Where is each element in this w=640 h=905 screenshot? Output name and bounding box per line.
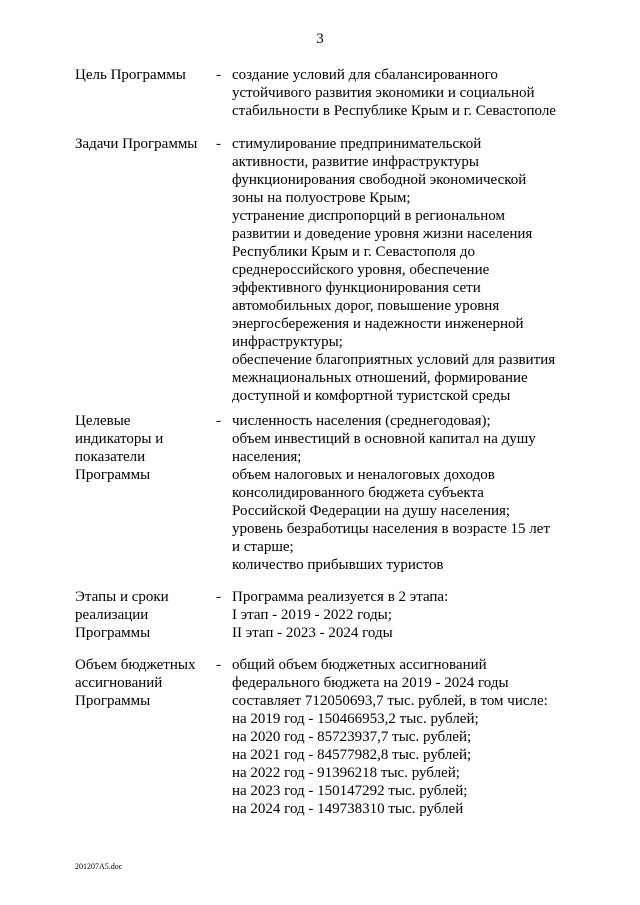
content-line: объем налоговых и неналоговых доходов <box>232 467 495 483</box>
content-line: автомобильных дорог, повышение уровня <box>232 298 500 314</box>
section-label <box>75 656 205 710</box>
label-line: Целевые <box>75 413 131 429</box>
content-line: на 2023 год - 150147292 тыс. рублей; <box>232 783 468 799</box>
page-number: 3 <box>316 31 324 47</box>
content-line: развитии и доведение уровня жизни населения <box>232 226 533 242</box>
section-content <box>232 66 572 120</box>
content-line: Республики Крым и г. Севастополя до <box>232 244 476 260</box>
section-label <box>75 412 205 484</box>
content-line: и старше; <box>232 539 294 555</box>
content-line: зоны на полуострове Крым; <box>232 190 411 206</box>
content-line: создание условий для сбалансированного <box>232 67 498 83</box>
content-line: функционирования свободной экономической <box>232 172 527 188</box>
section-content <box>232 135 572 405</box>
content-line: среднероссийского уровня, обеспечение <box>232 262 490 278</box>
content-line: общий объем бюджетных ассигнований <box>232 657 487 673</box>
content-line: на 2024 год - 149738310 тыс. рублей <box>232 801 464 817</box>
content-line: стимулирование предпринимательской <box>232 136 482 152</box>
content-line: обеспечение благоприятных условий для развития <box>232 352 556 368</box>
content-line: Российской Федерации на душу населения; <box>232 503 511 519</box>
content-line: консолидированного бюджета субъекта <box>232 485 484 501</box>
content-line: активности, развитие инфраструктуры <box>232 154 479 170</box>
content-line: стабильности в Республике Крым и г. Севастополе <box>232 103 556 119</box>
content-line: численность населения (среднегодовая); <box>232 413 491 429</box>
content-line: на 2021 год - 84577982,8 тыс. рублей; <box>232 747 472 763</box>
content-line: уровень безработицы населения в возрасте 15 лет <box>232 521 550 537</box>
content-line: устойчивого развития экономики и социальной <box>232 85 535 101</box>
content-line: I этап - 2019 - 2022 годы; <box>232 607 392 623</box>
section-content <box>232 656 572 818</box>
label-line: Программы <box>75 625 151 641</box>
content-line: количество прибывших туристов <box>232 557 444 573</box>
label-line: Программы <box>75 467 151 483</box>
document-footer: 201207A5.doc <box>75 862 123 871</box>
label-line: Задачи Программы <box>75 136 198 152</box>
label-line: Программы <box>75 693 151 709</box>
content-line: объем инвестиций в основной капитал на душу <box>232 431 536 447</box>
content-line: межнациональных отношений, формирование <box>232 370 528 386</box>
section-dash: - <box>216 413 221 429</box>
content-line: федерального бюджета на 2019 - 2024 годы <box>232 675 509 691</box>
label-line: показатели <box>75 449 146 465</box>
content-line: на 2019 год - 150466953,2 тыс. рублей; <box>232 711 479 727</box>
section-label <box>75 66 205 84</box>
section-dash: - <box>216 589 221 605</box>
content-line: энергосбережения и надежности инженерной <box>232 316 524 332</box>
content-line: Программа реализуется в 2 этапа: <box>232 589 449 605</box>
content-line: II этап - 2023 - 2024 годы <box>232 625 393 641</box>
label-line: реализации <box>75 607 149 623</box>
section-content <box>232 588 572 642</box>
section-dash: - <box>216 136 221 152</box>
section-content <box>232 412 572 574</box>
section-dash: - <box>216 67 221 83</box>
label-line: ассигнований <box>75 675 163 691</box>
section-label <box>75 588 205 642</box>
label-line: Этапы и сроки <box>75 589 169 605</box>
label-line: Цель Программы <box>75 67 186 83</box>
content-line: на 2020 год - 85723937,7 тыс. рублей; <box>232 729 472 745</box>
label-line: Объем бюджетных <box>75 657 196 673</box>
section-label <box>75 135 205 153</box>
section-dash: - <box>216 657 221 673</box>
content-line: на 2022 год - 91396218 тыс. рублей; <box>232 765 460 781</box>
content-line: инфраструктуры; <box>232 334 343 350</box>
content-line: населения; <box>232 449 302 465</box>
content-line: эффективного функционирования сети <box>232 280 481 296</box>
content-line: составляет 712050693,7 тыс. рублей, в том числе: <box>232 693 548 709</box>
label-line: индикаторы и <box>75 431 164 447</box>
content-line: доступной и комфортной туристской среды <box>232 388 511 404</box>
content-line: устранение диспропорций в региональном <box>232 208 505 224</box>
